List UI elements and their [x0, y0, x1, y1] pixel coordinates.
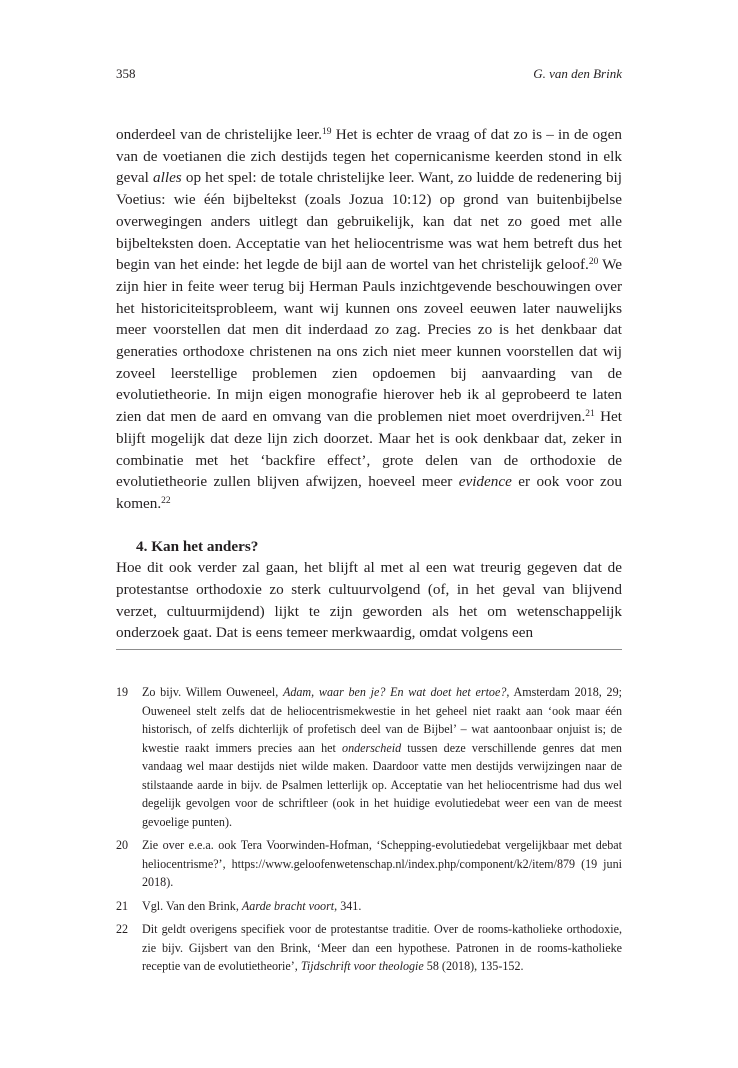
footnote-20 — [116, 836, 622, 892]
running-head-author: G. van den Brink — [533, 66, 622, 81]
body-paragraph-2: Hoe dit ook verder zal gaan, het blijft al met al een wat treurig gegeven dat de protestantse orthodoxie zo sterk cultuurvolgend (of, in het geval van blijvend verzet, cultuurmijdend) lijkt te zijn geworden als het om wetenschappelijk onderzoek gaat. Dat is eens temeer merkwaardig, omdat volgens een — [116, 559, 622, 642]
text-span: tussen deze verschillende genres dat men vandaag wel maar destijds niet wilde maken. Daardoor vatte men destijds verwijzingen naar de stilstaande aarde in bijv. de Psalmen letterlijk op. Acceptatie van het heliocentrisme had dus wel degelijk gevolgen voor de schriftleer (ook in het huidige evolutiedebat weer een van de meest gevoelige punten). — [142, 740, 622, 829]
footnote-21 — [116, 897, 622, 916]
text-span: Het is echter de vraag of dat zo is – in de ogen van de voetianen die zich destijds tegen het copernicanisme keerden stond in elk geval — [116, 126, 622, 187]
main-text — [116, 124, 622, 644]
footnotes — [116, 683, 622, 981]
text-span: Zo bijv. Willem Ouweneel, — [142, 685, 283, 699]
footnote-ref-19[interactable]: 19 — [322, 127, 332, 137]
footnote-ref-22[interactable]: 22 — [161, 495, 171, 506]
footnote-19 — [116, 683, 622, 831]
footnote-number: 19 — [116, 685, 129, 699]
text-span: er ook voor zou komen. — [116, 473, 622, 512]
text-span: 58 (2018), 135-152. — [423, 959, 524, 973]
text-span: Het blijft mogelijk dat deze lijn zich doorzet. Maar het is ook denkbaar dat, zeker in combinatie met het ‘backfire effect’, grote delen van de orthodoxie de evolutietheorie zullen blijven afwijzen, hoeveel meer — [116, 408, 622, 491]
footnote-number: 22 — [116, 922, 129, 936]
book-title: Adam, waar ben je? En wat doet het ertoe? — [282, 685, 507, 699]
emphasis-onderscheid: onderscheid — [342, 740, 402, 755]
footnote-text — [142, 920, 622, 976]
running-header — [116, 66, 622, 82]
footnote-number: 20 — [116, 838, 129, 852]
book-title: Aarde bracht voort — [241, 898, 335, 913]
footnote-number: 21 — [116, 898, 129, 913]
text-span: , 341. — [334, 898, 362, 913]
footnote-divider — [116, 649, 622, 650]
footnote-text — [142, 683, 622, 831]
page-number: 358 — [116, 66, 136, 81]
text-span: onderdeel van de christelijke leer. — [116, 126, 323, 143]
emphasis-alles: alles — [153, 169, 182, 187]
text-span: , Amsterdam 2018, 29; Ouweneel stelt zelfs dat de heliocentrismekwestie in het geheel niet raakt aan ‘ook maar één historisch, of zelfs dichterlijk of profetisch deel van de Bijbel’ – wat aantoonbaar onjuist is; de kwestie raakt immers precies aan het — [142, 685, 622, 755]
text-span: We zijn hier in feite weer terug bij Herman Pauls inzichtgevende beschouwingen over het historiciteitsprobleem, want wij kunnen ons zoveel eeuwen later nauwelijks meer voorstellen dat men dit inderdaad zo zag. Precies zo is het denkbaar dat generaties orthodoxe christenen na ons zich niet meer kunnen voorstellen dat wij zoveel leerstellige problemen zien opdoemen bij aanvaarding van de evolutietheorie. In mijn eigen monografie hierover heb ik al geprobeerd te laten zien dat men de aard en omvang van die problemen niet moet overdrijven. — [116, 256, 622, 426]
footnote-22 — [116, 920, 622, 976]
journal-title: Tijdschrift voor theologie — [300, 959, 424, 973]
footnote-text: Zie over e.e.a. ook Tera Voorwinden-Hofman, ‘Schepping-evolutiedebat vergelijkbaar met debat heliocentrisme?’, https://www.geloofenwetenschap.nl/index.php/component/k2/item/879 (19 juni 2018). — [142, 838, 622, 889]
text-span: Vgl. Van den Brink, — [142, 898, 242, 913]
footnote-text — [142, 897, 622, 916]
section-heading: 4. Kan het anders? — [136, 537, 259, 555]
emphasis-evidence: evidence — [458, 473, 512, 491]
footnote-ref-21[interactable]: 21 — [585, 409, 595, 420]
footnote-ref-20[interactable]: 20 — [588, 257, 599, 268]
text-span: Dit geldt overigens specifiek voor de protestantse traditie. Over de rooms-katholieke orthodoxie, zie bijv. Gijsbert van den Brink, ‘Meer dan een hypothese. Patronen in de rooms-katholieke receptie van de evolutietheorie’, — [142, 922, 622, 973]
body-paragraph-1 — [116, 124, 622, 515]
text-span: op het spel: de totale christelijke leer. Want, zo luidde de redenering bij Voetius: wie één bijbeltekst (zoals Jozua 10:12) op grond van buitenbijbelse overwegingen anders uitlegt dan gebruikelijk, kan dat net zo goed met alle bijbelteksten doen. Acceptatie van het heliocentrisme was wat hem betreft dus het begin van het einde: het legde de bijl aan de wortel van het christelijk geloof. — [116, 169, 622, 274]
